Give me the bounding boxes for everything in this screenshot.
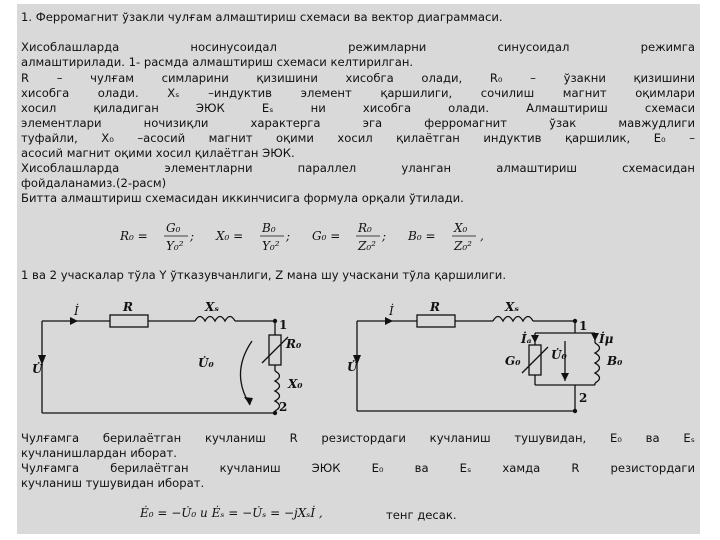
paragraph-line: туфайли, X₀ –асосий магнит оқими хосил қилаётган индуктив қаршилик, E₀ – (21, 131, 695, 145)
current-label: İ (389, 304, 394, 318)
paragraph-line: хисобга олади. Xₛ –индуктив элемент қаршилиги, сочилиш магнит оқимлари (21, 86, 695, 100)
formula-lhs: R₀ = (120, 229, 148, 243)
node-2-label: 2 (579, 391, 588, 405)
formula-tail-text: тенг десак. (386, 508, 457, 522)
inductor-xs-label: Xₛ (205, 300, 220, 314)
voltage-u0-label: U̇₀ (198, 356, 214, 370)
magnetizing-current-label: İμ (599, 332, 614, 346)
formula-numerator: R₀ (358, 221, 372, 235)
paragraph-line: Чулғамга берилаётган кучланиш ЭЮК E₀ ва Eₛ хамда R резистордаги (21, 461, 695, 475)
node-2-label: 2 (279, 400, 288, 414)
resistor-r0-label: R₀ (286, 337, 302, 351)
formula-separator: ; (190, 229, 195, 243)
formula-denominator: Z₀² (358, 239, 376, 253)
paragraph-line: фойдаланамиз.(2-расм) (21, 176, 167, 190)
paragraph-line: 1 ва 2 учаскалар тўла Y ўтказувчанлиги, Z мана шу учаскани тўла қаршилиги. (21, 268, 507, 282)
resistor-r-label: R (430, 300, 440, 314)
formula-lhs: G₀ = (312, 229, 341, 243)
paragraph-line: Хисоблашларда элементларни параллел уланган алмаштириш схемасидан (21, 161, 695, 175)
voltage-label: U̇ (347, 360, 358, 374)
formula-separator: ; (286, 229, 291, 243)
formula-denominator: Y₀² (166, 239, 184, 253)
paragraph-line: асосий магнит оқими хосил қилаётган ЭЮК. (21, 146, 295, 160)
formula-numerator: B₀ (262, 221, 276, 235)
formula-numerator: G₀ (166, 221, 181, 235)
active-current-label: İₐ (521, 332, 532, 346)
paragraph-line: Хисоблашларда носинусоидал режимларни синусоидал режимга (21, 40, 695, 54)
resistor-r-label: R (123, 300, 133, 314)
formula-separator: ; (382, 229, 387, 243)
voltage-label: U̇ (32, 362, 43, 376)
paragraph-line: Битта алмаштириш схемасидан иккинчисига формула орқали ўтилади. (21, 191, 464, 205)
emf-formula: Ė₀ = −U̇₀ и Ėₛ = −U̇ₛ = −jXₛİ , (140, 506, 323, 520)
formula-lhs: X₀ = (216, 229, 244, 243)
paragraph-line: Чулғамга берилаётган кучланиш R резистордаги кучланиш тушувидан, E₀ ва Eₛ (21, 431, 695, 445)
parallel-equivalent-circuit (345, 293, 645, 423)
paragraph-line: R – чулғам симларини қизишини хисобга олади, R₀ – ўзакни қизишини (21, 71, 695, 85)
paragraph-line: кучланиш тушувидан иборат. (21, 476, 205, 490)
formula-separator: , (480, 229, 484, 243)
paragraph-line: хосил қиладиган ЭЮК Eₛ ни хисобга олади. Алмаштириш схемаси (21, 101, 695, 115)
susceptance-b0-label: B₀ (607, 354, 623, 368)
voltage-u0-label: U̇₀ (551, 348, 567, 362)
paragraph-line: алмаштирилади. 1- расмда алмаштириш схемаси келтирилган. (21, 55, 414, 69)
formula-denominator: Y₀² (262, 239, 280, 253)
inductor-xs-label: Xₛ (505, 300, 520, 314)
node-1-label: 1 (579, 319, 588, 333)
series-equivalent-circuit (30, 293, 320, 423)
slide-title: 1. Ферромагнит ўзакли чулғам алмаштириш схемаси ва вектор диаграммаси. (21, 10, 503, 24)
node-1-label: 1 (279, 318, 288, 332)
formula-numerator: X₀ (454, 221, 468, 235)
formula-denominator: Z₀² (454, 239, 472, 253)
formula-lhs: B₀ = (408, 229, 436, 243)
inductor-x0-label: X₀ (288, 377, 303, 391)
paragraph-line: элементлари ночизиқли характерга эга ферромагнит ўзак мавжудлиги (21, 116, 695, 130)
conversion-formulas (120, 218, 500, 258)
conductance-g0-label: G₀ (505, 354, 521, 368)
paragraph-line: кучланишлардан иборат. (21, 446, 177, 460)
current-label: İ (74, 304, 79, 318)
